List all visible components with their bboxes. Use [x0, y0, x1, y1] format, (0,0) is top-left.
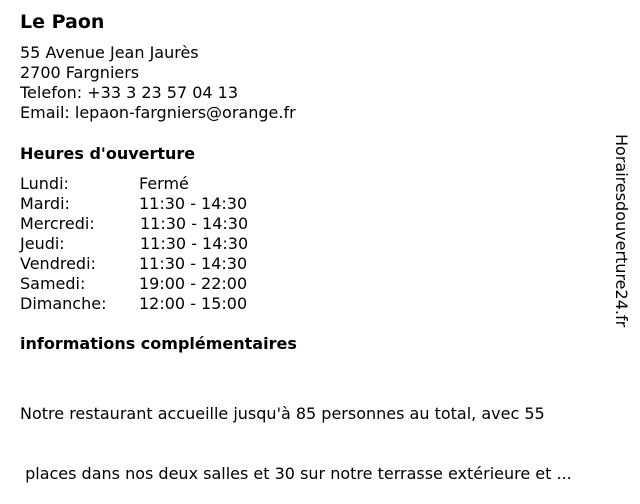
additional-info-heading: informations complémentaires — [20, 334, 297, 353]
day-label: Mardi: — [20, 194, 70, 213]
additional-info-text — [20, 364, 572, 504]
restaurant-name: Le Paon — [20, 11, 105, 33]
hours-value: 11:30 - 14:30 — [140, 214, 249, 233]
address-street: 55 Avenue Jean Jaurès — [20, 43, 199, 62]
phone-number: Telefon: +33 3 23 57 04 13 — [20, 83, 239, 102]
hours-value: 11:30 - 14:30 — [139, 194, 248, 213]
email-address: Email: lepaon-fargniers@orange.fr — [20, 103, 296, 122]
day-label: Samedi: — [20, 274, 86, 293]
day-label: Mercredi: — [20, 214, 95, 233]
hours-value: 11:30 - 14:30 — [140, 234, 249, 253]
hours-value: 11:30 - 14:30 — [139, 254, 248, 273]
opening-hours-heading: Heures d'ouverture — [20, 144, 196, 163]
day-label: Dimanche: — [20, 294, 107, 313]
site-watermark — [612, 134, 632, 344]
day-label: Jeudi: — [20, 234, 65, 253]
description-line: Notre restaurant accueille jusqu'à 85 personnes au total, avec 55 — [20, 404, 545, 423]
address-city: 2700 Fargniers — [20, 63, 140, 82]
watermark-text: Horairesdouverture24.fr — [612, 134, 631, 328]
day-label: Vendredi: — [20, 254, 96, 273]
contact-block — [20, 43, 296, 123]
hours-value: 12:00 - 15:00 — [139, 294, 248, 313]
hours-value: 19:00 - 22:00 — [139, 274, 248, 293]
description-line: places dans nos deux salles et 30 sur notre terrasse extérieure et ... — [20, 464, 572, 483]
day-label: Lundi: — [20, 174, 69, 193]
hours-value: Fermé — [139, 174, 189, 193]
